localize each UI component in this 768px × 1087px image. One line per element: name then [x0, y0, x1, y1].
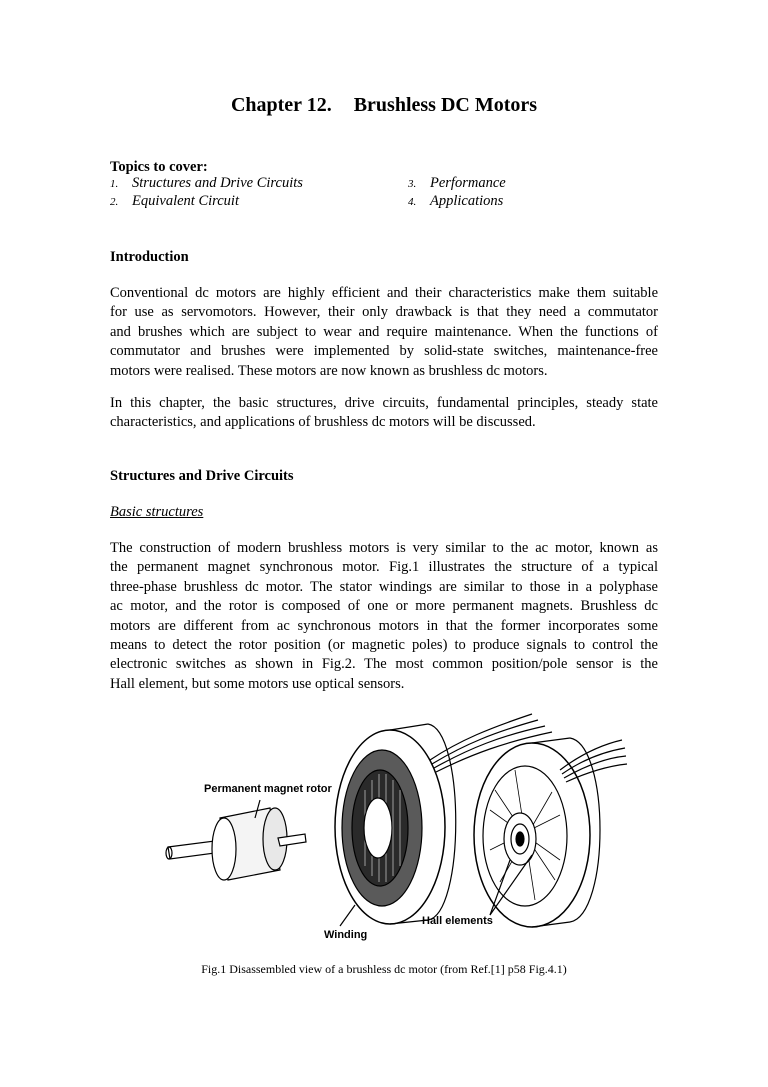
topic-label: Equivalent Circuit [132, 193, 239, 209]
topic-number: 4. [408, 196, 417, 208]
topic-number: 2. [110, 196, 119, 208]
introduction-paragraph-1 [110, 284, 658, 381]
topic-label: Applications [430, 193, 504, 209]
topic-number: 1. [110, 178, 119, 190]
topic-label: Structures and Drive Circuits [132, 175, 303, 191]
introduction-heading: Introduction [110, 249, 189, 265]
text-line: three-phase brushless dc motor. The stator windings are similar to those in a polyphase [110, 578, 658, 595]
text-line: commutator and brushes were implemented by solid-state switches, maintenance-free [110, 343, 658, 360]
basic-structures-subheading: Basic structures [110, 504, 204, 520]
text-line: The construction of modern brushless motors is very similar to the ac motor, known as [110, 540, 658, 556]
structures-paragraph [110, 539, 658, 694]
rotor-label: Permanent magnet rotor [204, 783, 332, 795]
text-line: motors are different from ac synchronous motors in that the former incorporates some [110, 617, 658, 634]
topic-item [408, 175, 506, 192]
text-line: motors were realised. These motors are now known as brushless dc motors. [110, 362, 548, 379]
text-line: and brushes which are subject to wear and require maintenance. When the functions of [110, 323, 658, 340]
topic-item [110, 193, 239, 210]
structures-heading: Structures and Drive Circuits [110, 468, 294, 484]
winding-label: Winding [324, 929, 368, 941]
topic-number: 3. [408, 178, 417, 190]
text-line: characteristics, and applications of brushless dc motors will be discussed. [110, 414, 536, 431]
text-line: Hall element, but some motors use optical sensors. [110, 675, 405, 692]
chapter-title [0, 94, 768, 117]
text-line: ac motor, and the rotor is composed of one or more permanent magnets. Brushless dc [110, 598, 658, 615]
topics-heading: Topics to cover: [110, 159, 208, 175]
topic-item [110, 175, 303, 192]
text-line: the permanent magnet synchronous motor. Fig.1 illustrates the structure of a typical [110, 559, 658, 576]
chapter-name: Brushless DC Motors [353, 94, 538, 116]
chapter-number: Chapter 12. [230, 94, 332, 116]
text-line: for use as servomotors. However, their only drawback is that they need a commutator [110, 304, 658, 321]
text-line: In this chapter, the basic structures, drive circuits, fundamental principles, steady state [110, 395, 658, 411]
topic-item [408, 193, 503, 210]
text-line: means to detect the rotor position (or magnetic poles) to produce signals to control the [110, 636, 658, 653]
hall-elements-label: Hall elements [422, 915, 493, 927]
topic-label: Performance [430, 175, 506, 191]
text-line: Conventional dc motors are highly efficient and their characteristics make them suitable [110, 285, 658, 301]
motor-illustration [160, 700, 630, 955]
figure-caption: Fig.1 Disassembled view of a brushless dc motor (from Ref.[1] p58 Fig.4.1) [201, 962, 567, 976]
text-line: electronic switches as shown in Fig.2. The most common position/pole sensor is the [110, 656, 658, 673]
introduction-paragraph-2 [110, 394, 658, 433]
